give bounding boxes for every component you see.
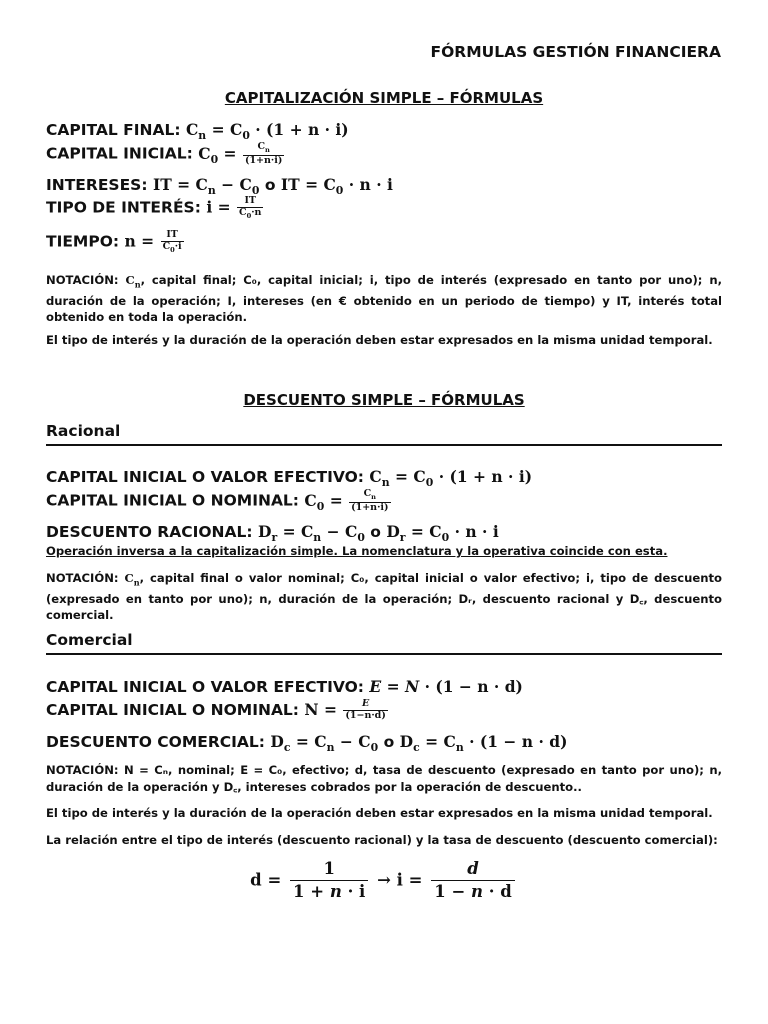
section-title-capitalizacion: CAPITALIZACIÓN SIMPLE – FÓRMULAS [224,89,544,107]
formula-label: CAPITAL INICIAL O VALOR EFECTIVO: [46,678,364,696]
formula-descuento-comercial: DESCUENTO COMERCIAL: $D_c = C_n - C_0$ o $D_c = C_n \cdot (1 - n \cdot d)$ [46,732,568,755]
formula-label: DESCUENTO RACIONAL: [46,523,253,541]
formula-tipo-interes: TIPO DE INTERÉS: i = $\frac{IT}{C_0\cdot n}$ [46,195,262,220]
section-title-descuento: DESCUENTO SIMPLE – FÓRMULAS [243,391,525,409]
divider [46,444,722,446]
formula-label: CAPITAL INICIAL O NOMINAL: [46,491,300,510]
nota-unidad-temporal-1: El tipo de interés y la duración de la operación deben estar expresados en la misma unidad temporal. [46,333,713,347]
formula-label: CAPITAL INICIAL O NOMINAL: [46,700,300,719]
formula-label: CAPITAL FINAL: [46,121,181,139]
formula-tiempo: TIEMPO: n = $\frac{IT}{C_0\cdot i}$ [46,229,182,254]
nota-relacion: La relación entre el tipo de interés (descuento racional) y la tasa de descuento (descuento comercial): [46,833,718,847]
subsection-comercial: Comercial [46,631,133,649]
notacion-racional: NOTACIÓN: $C_n$, capital final o valor nominal; C₀, capital inicial o valor efectivo; i, tipo de descuento (expresado en tanto por uno); n, duración de la operación; Dᵣ, descuento racional y D꜀, descuento comercial. [46,571,722,623]
formula-descuento-racional: DESCUENTO RACIONAL: $D_r = C_n - C_0$ o $D_r = C_0 \cdot n \cdot i$ [46,522,499,545]
document-header: FÓRMULAS GESTIÓN FINANCIERA [430,43,721,61]
formula-valor-efectivo-racional: CAPITAL INICIAL O VALOR EFECTIVO: $C_n = C_0 \cdot (1 + n \cdot i)$ [46,467,533,490]
notacion-comercial: NOTACIÓN: N = Cₙ, nominal; E = C₀, efectivo; d, tasa de descuento (expresado en tanto por uno); n, duración de la operación y D꜀, intereses cobrados por la operación de descuento.. [46,763,723,794]
formula-label: INTERESES: [46,176,148,194]
formula-capital-inicial: CAPITAL INICIAL: $C_0$ = $\frac{C_n}{(1+n\cdot i)}$ [46,141,283,166]
formula-label: CAPITAL INICIAL: [46,144,193,163]
formula-relacion-d-i: d = $\frac{1}{1 + n \cdot i}$ → i = $\frac{d}{1 - n \cdot d}$ [0,858,768,904]
nota-operacion-inversa: Operación inversa a la capitalización simple. La nomenclatura y la operativa coincide con esta. [46,544,668,558]
formula-label: TIEMPO: [46,232,120,251]
notacion-capitalizacion: NOTACIÓN: $C_n$, capital final; C₀, capital inicial; i, tipo de interés (expresado en tanto por uno); n, duración de la operación; I, intereses (en € obtenido en un periodo de tiempo) y IT, interés total obtenido en toda la operación. [46,273,722,325]
formula-intereses: INTERESES: IT = $C_n - C_0$ o IT = $C_0 \cdot n \cdot i$ [46,175,393,198]
formula-nominal-comercial: CAPITAL INICIAL O NOMINAL: N = $\frac{E}{(1-n\cdot d)}$ [46,698,386,721]
formula-label: DESCUENTO COMERCIAL: [46,733,265,751]
nota-unidad-temporal-2: El tipo de interés y la duración de la operación deben estar expresados en la misma unidad temporal. [46,806,713,820]
formula-nominal-racional: CAPITAL INICIAL O NOMINAL: $C_0$ = $\frac{C_n}{(1+n\cdot i)}$ [46,488,389,513]
divider [46,653,722,655]
subsection-racional: Racional [46,422,121,440]
formula-capital-final: CAPITAL FINAL: $C_n = C_0 \cdot (1 + n \cdot i)$ [46,120,349,143]
formula-valor-efectivo-comercial: CAPITAL INICIAL O VALOR EFECTIVO: E = N · (1 − n · d) [46,677,523,696]
formula-label: TIPO DE INTERÉS: [46,198,201,217]
formula-label: CAPITAL INICIAL O VALOR EFECTIVO: [46,468,364,486]
